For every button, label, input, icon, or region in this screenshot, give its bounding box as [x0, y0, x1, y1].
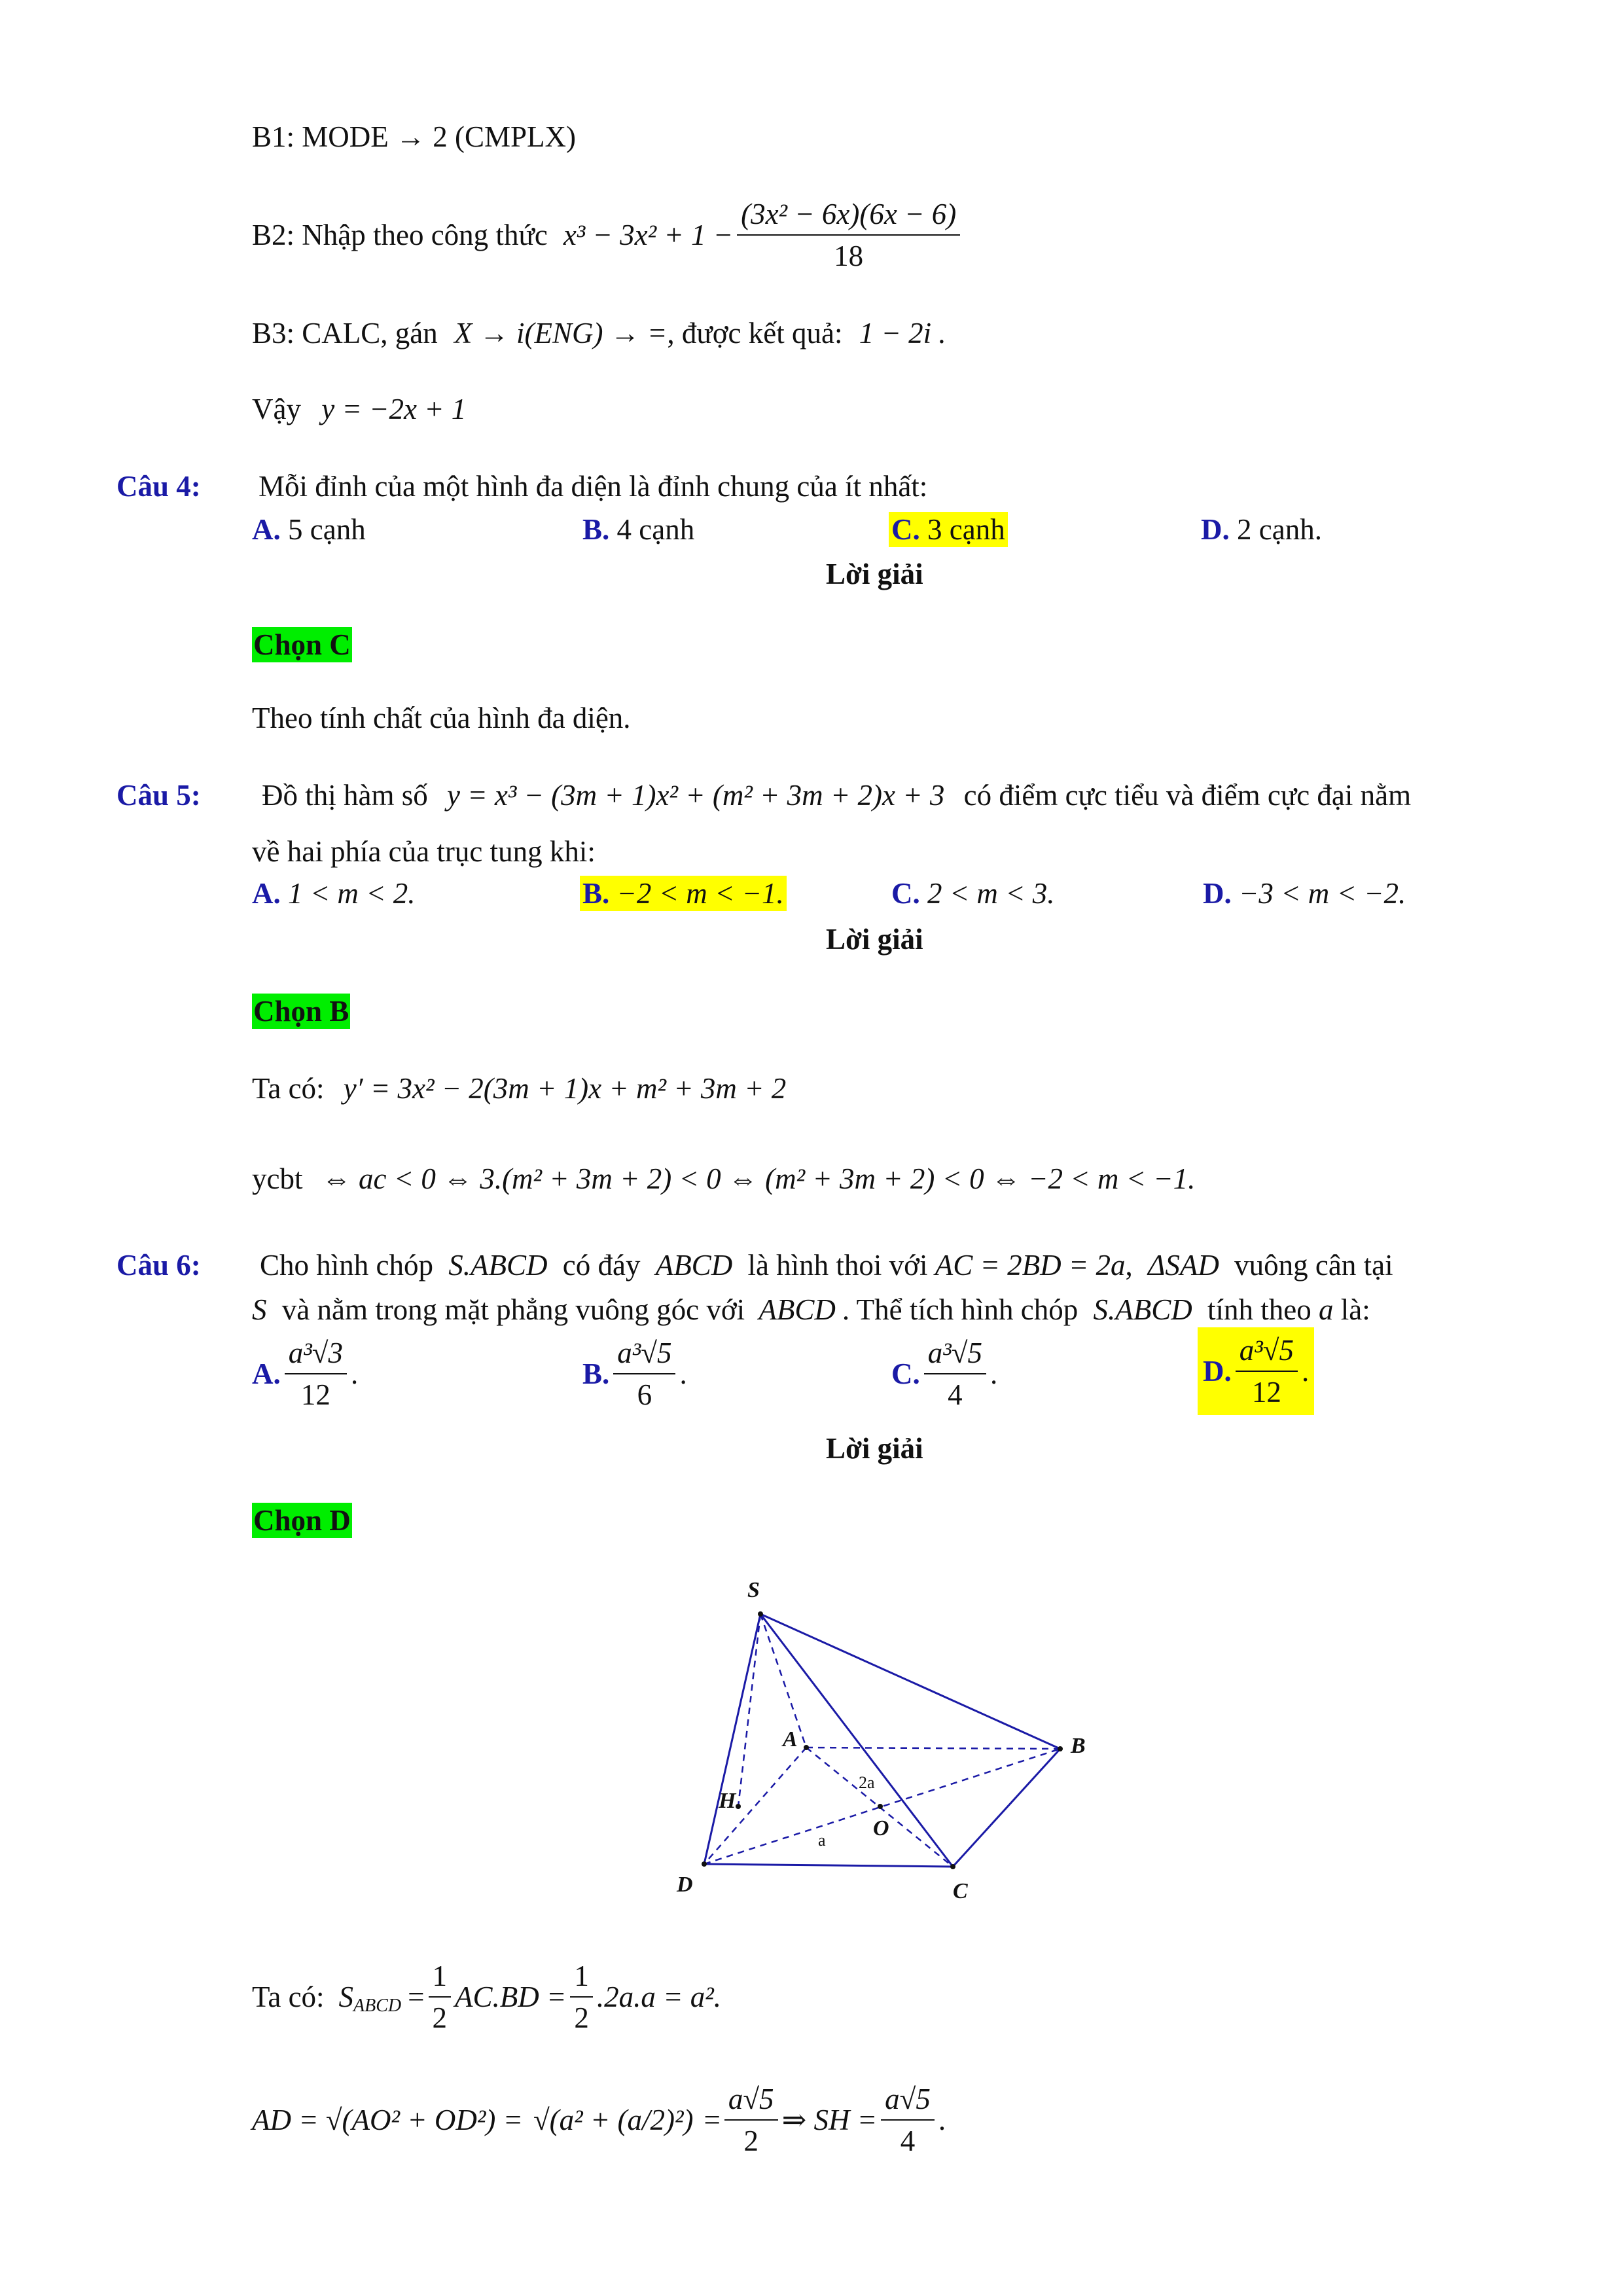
q4-text: Mỗi đỉnh của một hình đa diện là đỉnh chung của ít nhất:: [259, 470, 928, 503]
q4-option-c: [889, 512, 1008, 547]
step-b2: [252, 196, 964, 274]
q6-calc2-d: ⇒ SH =: [781, 2104, 878, 2136]
label-o: O: [873, 1816, 889, 1840]
fraction-numerator: a³√5: [1236, 1333, 1298, 1372]
edge-cb: [953, 1749, 1060, 1867]
q6-label: Câu 6:: [116, 1249, 201, 1282]
q5-work-line2: [252, 1161, 1195, 1196]
q5-option-d-text: −3 < m < −2.: [1239, 877, 1406, 910]
fraction-numerator: a√5: [724, 2081, 778, 2121]
q4-option-d: [1201, 512, 1322, 547]
q4-solution-title: Lời giải: [826, 558, 923, 590]
fraction-numerator: a³√3: [285, 1335, 347, 1374]
q6-text: và nằm trong mặt phẳng vuông góc với: [281, 1293, 745, 1326]
q5-line2-formula: ⇔ ac < 0 ⇔ 3.(m² + 3m + 2) < 0 ⇔ (m² + 3m + 2) < 0 ⇔ −2 < m < −1.: [321, 1162, 1196, 1195]
fraction-denominator: 4: [900, 2125, 916, 2157]
q6-calc2-frac1: [724, 2081, 778, 2159]
point-s: [758, 1611, 763, 1617]
conclusion-prefix: Vậy: [252, 393, 301, 425]
fraction-denominator: 2: [574, 2001, 589, 2034]
edge-ab: [806, 1748, 1060, 1749]
q5-choose: Chọn B: [253, 995, 349, 1028]
fraction-numerator: a³√5: [924, 1335, 986, 1374]
q6-calc1-end: .2a.a = a².: [596, 1981, 722, 2013]
q6-option-d-fraction: [1236, 1333, 1298, 1410]
step-b2-formula: x³ − 3x² + 1 −: [563, 219, 734, 251]
q6-calc2-a: AD = √(AO² + OD²) =: [252, 2104, 523, 2136]
q6-text: . Thể tích hình chóp: [842, 1293, 1079, 1326]
q5-option-d-key: D.: [1203, 877, 1232, 910]
label-s: S: [747, 1578, 760, 1602]
q6-calc1-half-2: [570, 1958, 593, 2036]
conclusion-formula: y = −2x + 1: [321, 393, 467, 425]
step-b2-prefix: B2: Nhập theo công thức: [252, 219, 548, 251]
q5-option-a-key: A.: [252, 877, 281, 910]
q6-option-c: C. $\frac{\text{a³√5}}{4}$ .: [891, 1336, 998, 1411]
q6-calc2-c: =: [704, 2104, 721, 2136]
q4-choose: Chọn C: [253, 628, 351, 661]
q6-option-c-fraction: [924, 1335, 986, 1412]
q5-line2-prefix: ycbt: [252, 1162, 303, 1195]
fraction-numerator: a³√5: [613, 1335, 675, 1374]
label-a: A: [783, 1727, 798, 1751]
q6-option-a-fraction: [285, 1335, 347, 1412]
q4-option-a-text: 5 cạnh: [288, 513, 366, 546]
q6-math: AC = 2BD = 2a: [935, 1249, 1126, 1282]
step-b3-suffix: , được kết quả:: [667, 317, 843, 350]
pyramid-diagram: [654, 1571, 1126, 1924]
step-b3-mid: X → i(ENG) → =: [454, 317, 668, 350]
q5-option-c: [891, 876, 1054, 911]
q6-line1: [260, 1247, 1393, 1283]
point-c: [950, 1864, 955, 1869]
q6-solution-title: Lời giải: [826, 1432, 923, 1465]
q6-math: S.ABCD: [448, 1249, 548, 1282]
q6-calc1-sub: ABCD: [353, 1996, 402, 2017]
q6-text: tính theo: [1207, 1293, 1311, 1326]
fraction-denominator: 2: [432, 2001, 448, 2034]
point-b: [1058, 1746, 1063, 1751]
q6-math: S: [252, 1293, 267, 1326]
step-b3-prefix: B3: CALC, gán: [252, 317, 438, 350]
q5-line1-prefix: Ta có:: [252, 1072, 325, 1105]
q6-choose: Chọn D: [253, 1504, 351, 1537]
label-c: C: [953, 1879, 968, 1903]
q4-option-b-text: 4 cạnh: [616, 513, 695, 546]
q6-line2: [252, 1292, 1370, 1327]
conclusion: [252, 391, 466, 427]
label-2a: 2a: [859, 1773, 875, 1792]
q4-option-a-key: A.: [252, 513, 281, 546]
q6-calc2-frac2: [881, 2081, 935, 2159]
q6-calc1-lhs: S: [338, 1981, 354, 2013]
q6-option-b-fraction: [613, 1335, 675, 1412]
q6-math: ABCD: [758, 1293, 836, 1326]
q6-calc1: [252, 1958, 721, 2036]
q6-text: có đáy: [562, 1249, 641, 1282]
q5-option-c-key: C.: [891, 877, 920, 910]
q4-option-a: [252, 512, 366, 547]
fraction-numerator: a√5: [881, 2081, 935, 2121]
point-o: [878, 1804, 883, 1809]
q6-math: S.ABCD: [1093, 1293, 1192, 1326]
q5-option-c-text: 2 < m < 3.: [927, 877, 1055, 910]
q6-math: ΔSAD: [1147, 1249, 1219, 1282]
q6-option-a: A. $\frac{\text{a³√3}}{12}$ .: [252, 1336, 359, 1411]
q4-option-c-key: C.: [891, 513, 920, 546]
q6-text: Cho hình chóp: [260, 1249, 433, 1282]
q6-text: ,: [1125, 1249, 1133, 1282]
q6-calc1-mid: AC.BD =: [455, 1981, 567, 2013]
q6-calc2-b: √(a² + (a/2)²): [533, 2104, 694, 2136]
label-a-length: a: [818, 1831, 826, 1850]
q6-math: a: [1319, 1293, 1334, 1326]
step-b2-denominator: 18: [834, 240, 864, 272]
step-b2-numerator: (3x² − 6x)(6x − 6): [737, 196, 960, 236]
q6-option-d: D. $\frac{\text{a³√5}}{12}$ .: [1198, 1327, 1314, 1415]
q5-option-b-text: −2 < m < −1.: [616, 877, 784, 910]
q5-solution-title: Lời giải: [826, 923, 923, 956]
q5-line1-formula: y′ = 3x² − 2(3m + 1)x + m² + 3m + 2: [343, 1072, 787, 1105]
q6-text: vuông cân tại: [1234, 1249, 1393, 1282]
q5-option-b-key: B.: [582, 877, 610, 910]
q4-label: Câu 4:: [116, 470, 201, 503]
fraction-denominator: 6: [637, 1378, 652, 1411]
q6-option-a-key: A.: [252, 1357, 281, 1390]
q5-text-b: có điểm cực tiểu và điểm cực đại nằm: [963, 779, 1412, 812]
point-h: [736, 1804, 741, 1809]
label-h: H: [719, 1789, 736, 1813]
fraction-numerator: 1: [570, 1958, 593, 1998]
q5-option-b: [580, 876, 787, 911]
point-d: [702, 1861, 707, 1867]
fraction-denominator: 12: [300, 1378, 330, 1411]
fraction-denominator: 12: [1251, 1376, 1281, 1408]
q4-option-b: [582, 512, 694, 547]
q6-math: ABCD: [655, 1249, 733, 1282]
q6-option-b: B. $\frac{\text{a³√5}}{6}$ .: [582, 1336, 687, 1411]
q5-work-line1: [252, 1071, 786, 1106]
q6-option-d-key: D.: [1203, 1355, 1232, 1388]
q6-calc2: AD = √(AO² + OD²) = √(a² + (a/2)²) = $\frac{a√5}{2}$ ⇒ SH = $\frac{a√5}{4}$ .: [252, 2083, 946, 2157]
fraction-denominator: 2: [743, 2125, 758, 2157]
q4-option-b-key: B.: [582, 513, 610, 546]
edge-dc: [704, 1864, 953, 1867]
q6-text: là hình thoi với: [747, 1249, 928, 1282]
q4-explain: Theo tính chất của hình đa diện.: [252, 702, 631, 734]
q6-calc1-eq: =: [408, 1981, 425, 2013]
fraction-numerator: 1: [429, 1958, 452, 1998]
step-b1: B1: MODE → 2 (CMPLX): [252, 120, 577, 153]
q5-formula: y = x³ − (3m + 1)x² + (m² + 3m + 2)x + 3: [447, 779, 945, 812]
q5-text-c: về hai phía của trục tung khi:: [252, 835, 596, 868]
q6-option-c-key: C.: [891, 1357, 920, 1390]
q5-option-a: [252, 876, 415, 911]
q4-option-c-text: 3 cạnh: [927, 513, 1005, 546]
edge-sh: [738, 1614, 760, 1806]
edge-sd: [704, 1614, 760, 1864]
q5-text-a: Đồ thị hàm số: [262, 779, 428, 812]
q5-option-a-text: 1 < m < 2.: [288, 877, 416, 910]
step-b3-result: 1 − 2i .: [859, 317, 946, 350]
q6-text: là:: [1340, 1293, 1370, 1326]
step-b2-fraction: [737, 196, 960, 274]
q6-option-b-key: B.: [582, 1357, 610, 1390]
fraction-denominator: 4: [948, 1378, 963, 1411]
q4-option-d-key: D.: [1201, 513, 1230, 546]
q6-calc1-half: [429, 1958, 452, 2036]
q5-option-d: [1203, 876, 1406, 911]
label-b: B: [1071, 1734, 1086, 1758]
step-b3: [252, 315, 946, 351]
q4-option-d-text: 2 cạnh.: [1237, 513, 1322, 546]
edge-sb: [760, 1614, 1060, 1749]
point-a: [804, 1745, 809, 1750]
q6-calc1-prefix: Ta có:: [252, 1981, 325, 2013]
label-d: D: [677, 1873, 693, 1897]
q5-label: Câu 5:: [116, 779, 201, 812]
q5-line1: [262, 778, 1411, 813]
